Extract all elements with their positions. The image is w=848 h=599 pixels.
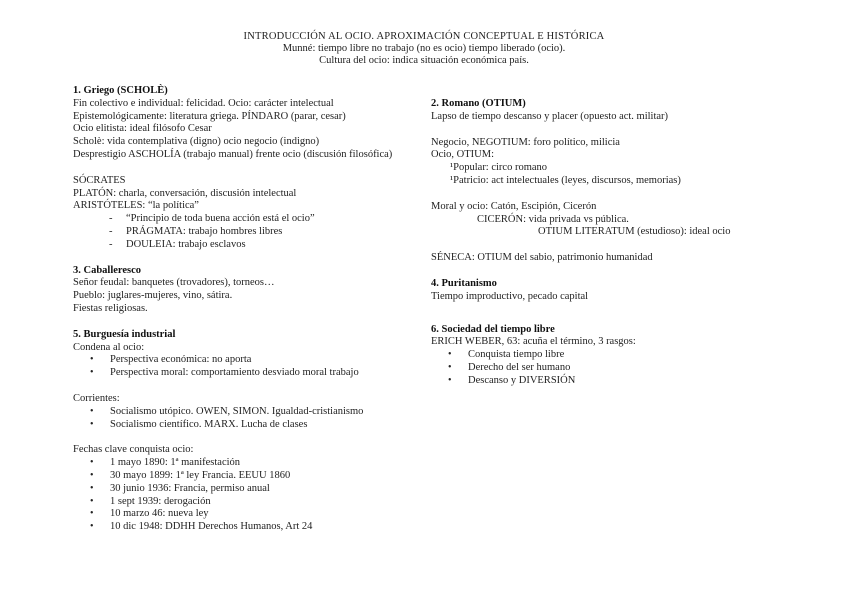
- section-caballeresco-heading: 3. Caballeresco: [73, 264, 142, 276]
- list-item: • Socialismo científico. MARX. Lucha de clases: [73, 419, 413, 432]
- list-item: - “Principio de toda buena acción está el ocio”: [73, 213, 413, 226]
- list-item: • Conquista tiempo libre: [431, 349, 781, 362]
- caballeresco-line: Fiestas religiosas.: [73, 302, 148, 314]
- document-title: INTRODUCCIÓN AL OCIO. APROXIMACIÓN CONCEPTUAL E HISTÓRICA: [243, 31, 605, 42]
- condena-list: [73, 354, 413, 380]
- corrientes-list: [73, 406, 413, 432]
- romano-otium-literatum: OTIUM LITERATUM (estudioso): ideal ocio: [538, 226, 731, 238]
- left-column: [73, 85, 413, 534]
- romano-seneca: SÉNECA: OTIUM del sabio, patrimonio humanidad: [431, 252, 653, 264]
- section-griego-heading: 1. Griego (SCHOLÈ): [73, 85, 168, 96]
- griego-line: Ocio elitista: ideal filósofo Cesar: [73, 123, 212, 135]
- right-column: [431, 98, 781, 388]
- griego-line: Desprestigio ASCHOLÍA (trabajo manual) frente ocio (discusión filosófica): [73, 148, 393, 160]
- romano-lapso: Lapso de tiempo descanso y placer (opuesto act. militar): [431, 110, 669, 122]
- romano-ciceron: CICERÓN: vida privada vs pública.: [477, 213, 629, 225]
- document-header: [0, 31, 848, 67]
- aristoteles-list: [73, 213, 413, 251]
- caballeresco-line: Señor feudal: banquetes (trovadores), torneos…: [73, 277, 275, 289]
- sociedad-list: [431, 349, 781, 387]
- griego-line: Scholè: vida contemplativa (digno) ocio negocio (indigno): [73, 136, 320, 148]
- romano-ocio: Ocio, OTIUM:: [431, 149, 494, 161]
- griego-line: Epistemológicamente: literatura griega. PÍNDARO (parar, cesar): [73, 110, 346, 122]
- caballeresco-line: Pueblo: juglares-mujeres, vino, sátira.: [73, 290, 233, 302]
- puritanismo-line: Tiempo improductivo, pecado capital: [431, 290, 589, 302]
- list-item: • 30 junio 1936: Francia, permiso anual: [73, 483, 413, 496]
- griego-platon: PLATÓN: charla, conversación, discusión intelectual: [73, 187, 297, 199]
- section-romano-heading: 2. Romano (OTIUM): [431, 98, 526, 109]
- list-item: • Perspectiva económica: no aporta: [73, 354, 413, 367]
- list-item: • 1 mayo 1890: 1ª manifestación: [73, 457, 413, 470]
- burguesia-corrientes: Corrientes:: [73, 392, 120, 404]
- romano-negocio: Negocio, NEGOTIUM: foro político, milicia: [431, 136, 620, 148]
- header-line-cultura: Cultura del ocio: indica situación económica país.: [319, 55, 529, 66]
- section-puritanismo-heading: 4. Puritanismo: [431, 277, 497, 289]
- list-item: • Socialismo utópico. OWEN, SIMON. Igualdad-cristianismo: [73, 406, 413, 419]
- list-item: • 30 mayo 1899: 1ª ley Francia. EEUU 1860: [73, 470, 413, 483]
- romano-patricio: ¹Patricio: act intelectuales (leyes, discursos, memorias): [450, 174, 681, 186]
- section-burguesia-heading: 5. Burguesía industrial: [73, 328, 176, 340]
- burguesia-fechas: Fechas clave conquista ocio:: [73, 444, 194, 456]
- griego-aristoteles: ARISTÓTELES: “la política”: [73, 200, 199, 212]
- sociedad-line: ERICH WEBER, 63: acuña el término, 3 rasgos:: [431, 336, 636, 348]
- list-item: • Perspectiva moral: comportamiento desviado moral trabajo: [73, 367, 413, 380]
- romano-moral: Moral y ocio: Catón, Escipión, Cicerón: [431, 200, 597, 212]
- list-item: - PRÁGMATA: trabajo hombres libres: [73, 226, 413, 239]
- griego-socrates: SÓCRATES: [73, 174, 126, 186]
- list-item: • Derecho del ser humano: [431, 362, 781, 375]
- fechas-list: [73, 457, 413, 534]
- list-item: - DOULEIA: trabajo esclavos: [73, 239, 413, 252]
- list-item: • 10 marzo 46: nueva ley: [73, 508, 413, 521]
- romano-popular: ¹Popular: circo romano: [450, 162, 548, 174]
- burguesia-condena: Condena al ocio:: [73, 341, 145, 353]
- list-item: • 1 sept 1939: derogación: [73, 496, 413, 509]
- list-item: • 10 dic 1948: DDHH Derechos Humanos, Art 24: [73, 521, 413, 534]
- list-item: • Descanso y DIVERSIÓN: [431, 375, 781, 388]
- griego-line: Fin colectivo e individual: felicidad. Ocio: carácter intelectual: [73, 97, 334, 109]
- header-line-munne: Munné: tiempo libre no trabajo (no es ocio) tiempo liberado (ocio).: [282, 43, 566, 54]
- section-sociedad-heading: 6. Sociedad del tiempo libre: [431, 323, 555, 335]
